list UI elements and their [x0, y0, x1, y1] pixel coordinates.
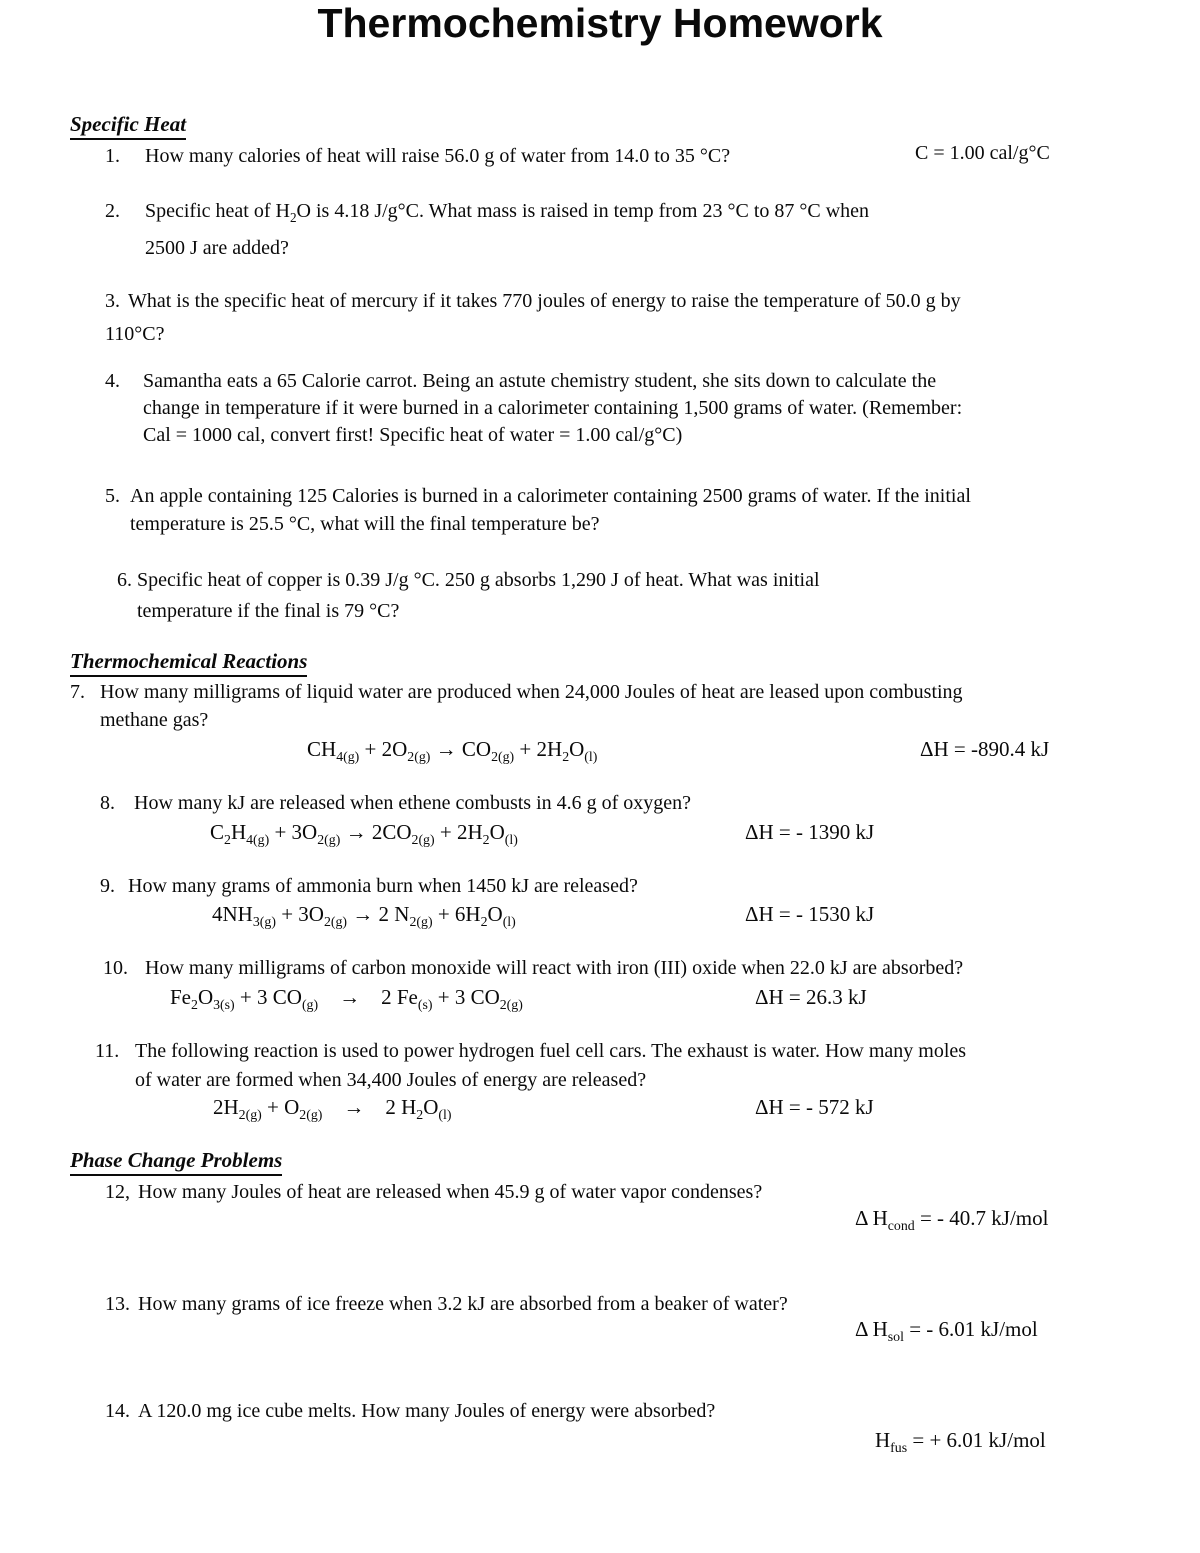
problem-5 [105, 482, 1135, 538]
delta-h-value: ΔH = 26.3 kJ [755, 985, 867, 1009]
problem-text: How many Joules of heat are released when 45.9 g of water vapor condenses? [138, 1181, 763, 1203]
problem-10 [103, 954, 1133, 982]
equation-row-9 [0, 902, 1200, 932]
problem-9 [100, 872, 1100, 900]
problem-text: How many calories of heat will raise 56.0 g of water from 14.0 to 35 °C? [145, 145, 731, 167]
problem-text: How many grams of ammonia burn when 1450 kJ are released? [128, 875, 638, 897]
chemical-equation: $Fe_2O_{3(s)} + 3$ $CO_{(g)}$ → 2 $Fe_{(s)} + 3$ $CO_{2(g)}$ [170, 985, 523, 1013]
equation-row-7 [0, 737, 1200, 767]
problem-text: How many grams of ice freeze when 3.2 kJ are absorbed from a beaker of water? [138, 1293, 788, 1315]
enthalpy-constant: $H_{fus}$ = + 6.01 kJ/mol [875, 1428, 1046, 1456]
problem-12 [105, 1178, 1105, 1206]
chemical-equation: $4NH_{3(g)} + 3O_{2(g)} \to 2$ $N_{2(g)} + 6H_2O_{(l)}$ [212, 902, 516, 930]
problem-number: 13. [105, 1293, 130, 1315]
problem-4 [105, 368, 1125, 449]
page-title: Thermochemistry Homework [317, 0, 883, 46]
delta-h-value: ΔH = - 1390 kJ [745, 820, 875, 844]
problem-number: 12, [105, 1181, 130, 1203]
problem-6 [117, 565, 1117, 627]
equation-row-10 [0, 985, 1200, 1015]
problem-number: 2. [105, 200, 120, 222]
equation-row-11 [0, 1095, 1200, 1125]
problem-number: 3. [105, 290, 120, 312]
section-heading-specific-heat: Specific Heat [70, 112, 186, 140]
problem-8 [100, 789, 1100, 817]
chemical-equation: $CH_{4(g)} + 2O_{2(g)} \to CO_{2(g)} + 2H_2O_{(l)}$ [307, 737, 598, 765]
problem-11 [95, 1037, 1140, 1095]
problem-number: 8. [100, 792, 115, 814]
problem-text: Specific heat of $H_2O$ is 4.18 J/g°C. What mass is raised in temp from 23 °C to 87 °C when 2500 J are added? [145, 200, 870, 259]
delta-h-value: ΔH = - 1530 kJ [745, 902, 875, 926]
problem-number: 10. [103, 957, 128, 979]
chemical-equation: $2H_{2(g)} + O_{2(g)}$ → 2 $H_2O_{(l)}$ [213, 1095, 452, 1123]
problem-text: What is the specific heat of mercury if it takes 770 joules of energy to raise the temperature of 50.0 g by 110°C? [105, 290, 961, 345]
section-heading-phase-change: Phase Change Problems [70, 1148, 282, 1176]
problem-text: How many milligrams of liquid water are produced when 24,000 Joules of heat are leased upon combusting methane gas? [100, 681, 963, 731]
equation-row-8 [0, 820, 1200, 850]
constant-note: C = 1.00 cal/g°C [915, 142, 1050, 164]
problem-number: 14. [105, 1400, 130, 1422]
problem-7 [70, 678, 1140, 734]
problem-text: A 120.0 mg ice cube melts. How many Joules of energy were absorbed? [138, 1400, 716, 1422]
chemical-equation: $C_2H_{4(g)} + 3O_{2(g)} \to 2CO_{2(g)} + 2H_2O_{(l)}$ [210, 820, 518, 848]
problem-number: 9. [100, 875, 115, 897]
enthalpy-constant: Δ $H_{sol}$ = - 6.01 kJ/mol [855, 1317, 1038, 1345]
enthalpy-constant: Δ $H_{cond}$ = - 40.7 kJ/mol [855, 1206, 1049, 1234]
problem-text: An apple containing 125 Calories is burned in a calorimeter containing 2500 grams of water. If the initial temperature is 25.5 °C, what will the final temperature be? [130, 485, 971, 535]
problem-number: 4. [105, 370, 120, 392]
problem-number: 1. [105, 145, 120, 167]
problem-text: Specific heat of copper is 0.39 J/g °C. 250 g absorbs 1,290 J of heat. What was initial temperature if the final is 79 °C? [137, 569, 820, 622]
delta-h-value: ΔH = -890.4 kJ [920, 737, 1050, 761]
problem-number: 5. [105, 485, 120, 507]
problem-3 [105, 285, 1135, 351]
problem-text: How many milligrams of carbon monoxide will react with iron (III) oxide when 22.0 kJ are absorbed? [145, 957, 964, 979]
problem-13 [105, 1290, 1105, 1318]
problem-text: Samantha eats a 65 Calorie carrot. Being an astute chemistry student, she sits down to calculate the change in temperature if it were burned in a calorimeter containing 1,500 grams of water. (Remember: Cal = 1000 cal, convert first! Specific heat of water = 1.00 cal/g°C) [143, 370, 963, 446]
problem-text: How many kJ are released when ethene combusts in 4.6 g of oxygen? [134, 792, 692, 814]
problem-number: 11. [95, 1040, 120, 1062]
problem-14 [105, 1397, 1105, 1425]
problem-number: 7. [70, 681, 85, 703]
delta-h-value: ΔH = - 572 kJ [755, 1095, 874, 1119]
section-heading-thermochemical: Thermochemical Reactions [70, 649, 307, 677]
problem-2 [105, 193, 1115, 267]
problem-text: The following reaction is used to power hydrogen fuel cell cars. The exhaust is water. How many moles of water are formed when 34,400 Joules of energy are released? [135, 1040, 967, 1091]
problem-number: 6. [117, 569, 132, 591]
